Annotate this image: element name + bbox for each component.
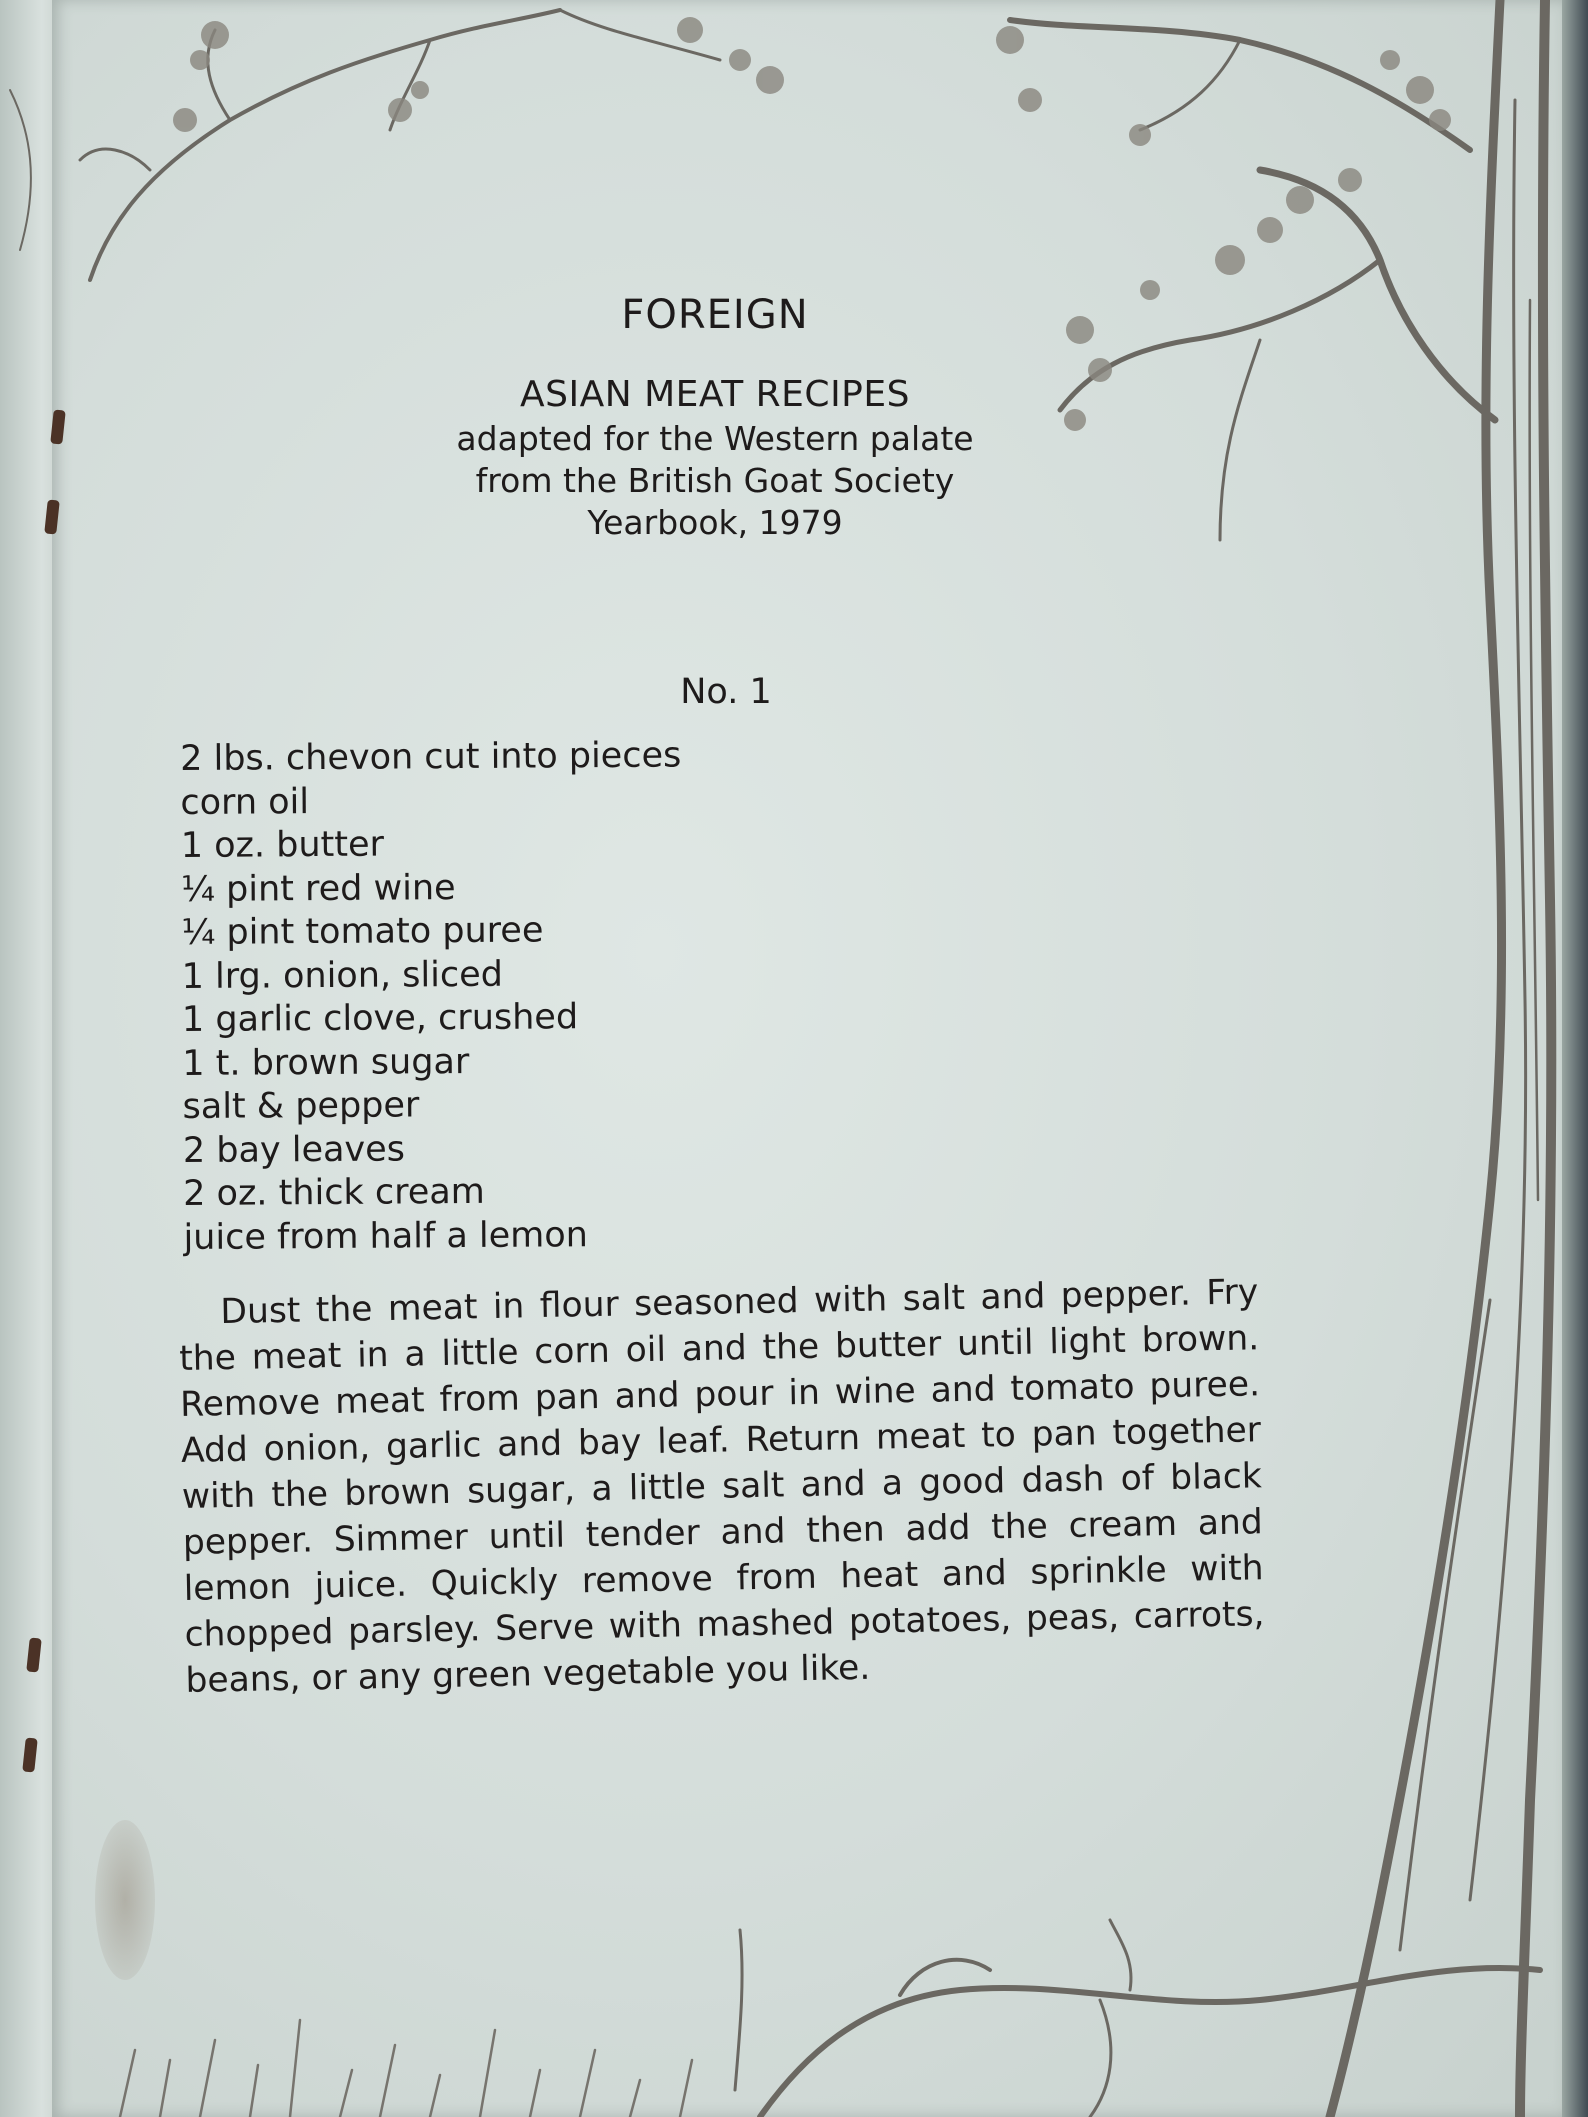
- subtitle-line: from the British Goat Society: [475, 461, 955, 500]
- leaf: [756, 66, 784, 94]
- ingredient-item: 1 t. brown sugar: [182, 1041, 470, 1084]
- subtitle-line: Yearbook, 1979: [587, 503, 843, 542]
- section-title: FOREIGN: [621, 292, 809, 338]
- leaf: [1257, 217, 1283, 243]
- leaf: [729, 49, 751, 71]
- ingredient-item: corn oil: [180, 781, 310, 823]
- ingredient-item: 2 oz. thick cream: [183, 1171, 485, 1214]
- leaf: [388, 98, 412, 122]
- grass-blade: [430, 2075, 440, 2117]
- leaf: [1018, 88, 1042, 112]
- leaf: [201, 21, 229, 49]
- ingredient-item: 1 oz. butter: [180, 824, 385, 866]
- leaf: [411, 81, 429, 99]
- branch-line: [80, 149, 150, 170]
- leaf: [996, 26, 1024, 54]
- grass-blade: [680, 2060, 692, 2117]
- ingredient-item: juice from half a lemon: [183, 1214, 589, 1258]
- grass-blade: [120, 2050, 135, 2117]
- grass-blade: [530, 2070, 540, 2117]
- grass-blade: [480, 2030, 495, 2117]
- twig: [735, 1930, 742, 2090]
- grass-blade: [250, 2065, 258, 2117]
- ingredient-item: 1 garlic clove, crushed: [181, 997, 579, 1040]
- grass-blade: [200, 2040, 215, 2117]
- ingredient-item: ¼ pint red wine: [180, 867, 456, 910]
- recipe-collection-title: ASIAN MEAT RECIPES: [520, 374, 910, 415]
- grass-blade: [580, 2050, 595, 2117]
- subtitle-line: adapted for the Western palate: [456, 419, 974, 458]
- leaf: [1429, 109, 1451, 131]
- fallen-log: [760, 1968, 1540, 2117]
- ingredient-item: 1 lrg. onion, sliced: [181, 954, 504, 997]
- leaf: [173, 108, 197, 132]
- ingredient-item: ¼ pint tomato puree: [181, 910, 544, 953]
- branch-line: [90, 10, 560, 280]
- leaf: [1215, 245, 1245, 275]
- leaf-clusters: [173, 17, 1451, 431]
- ingredient-item: salt & pepper: [182, 1085, 420, 1127]
- grass-blade: [340, 2070, 352, 2117]
- bark-line: [1530, 300, 1538, 1200]
- grass-blade: [290, 2020, 300, 2117]
- leaf: [1338, 168, 1362, 192]
- leaf: [677, 17, 703, 43]
- recipe-instructions: Dust the meat in flour seasoned with salt and pepper. Fry the meat in a little corn oil and the butter until light brown. Remove meat from pan and pour in wine and tomato puree. Add onion, garlic and bay leaf. Return meat to pan together with the brown sugar, a little salt and a good dash of black pepper. Simmer until tender and then add the cream and lemon juice. Quickly remove from heat and sprinkle with chopped parsley. Serve with mashed potatoes, peas, carrots, beans, or any green vegetable you like.: [178, 1272, 1265, 1701]
- ingredient-item: 2 lbs. chevon cut into pieces: [180, 735, 682, 779]
- grass-blade: [160, 2060, 170, 2117]
- grass-strokes: [120, 2020, 692, 2117]
- recipe-number: No. 1: [680, 672, 772, 712]
- twig: [1110, 1920, 1131, 1990]
- leaf: [1129, 124, 1151, 146]
- leaf: [1286, 186, 1314, 214]
- ingredient-list: [180, 735, 685, 1260]
- grass-blade: [630, 2080, 640, 2117]
- branch-line: [10, 90, 31, 250]
- tree-limb: [1140, 40, 1240, 130]
- leaf: [1380, 50, 1400, 70]
- ingredient-item: 2 bay leaves: [182, 1128, 406, 1171]
- leaf: [1406, 76, 1434, 104]
- fallen-log: [1090, 2000, 1111, 2117]
- leaf: [190, 50, 210, 70]
- grass-blade: [380, 2045, 395, 2117]
